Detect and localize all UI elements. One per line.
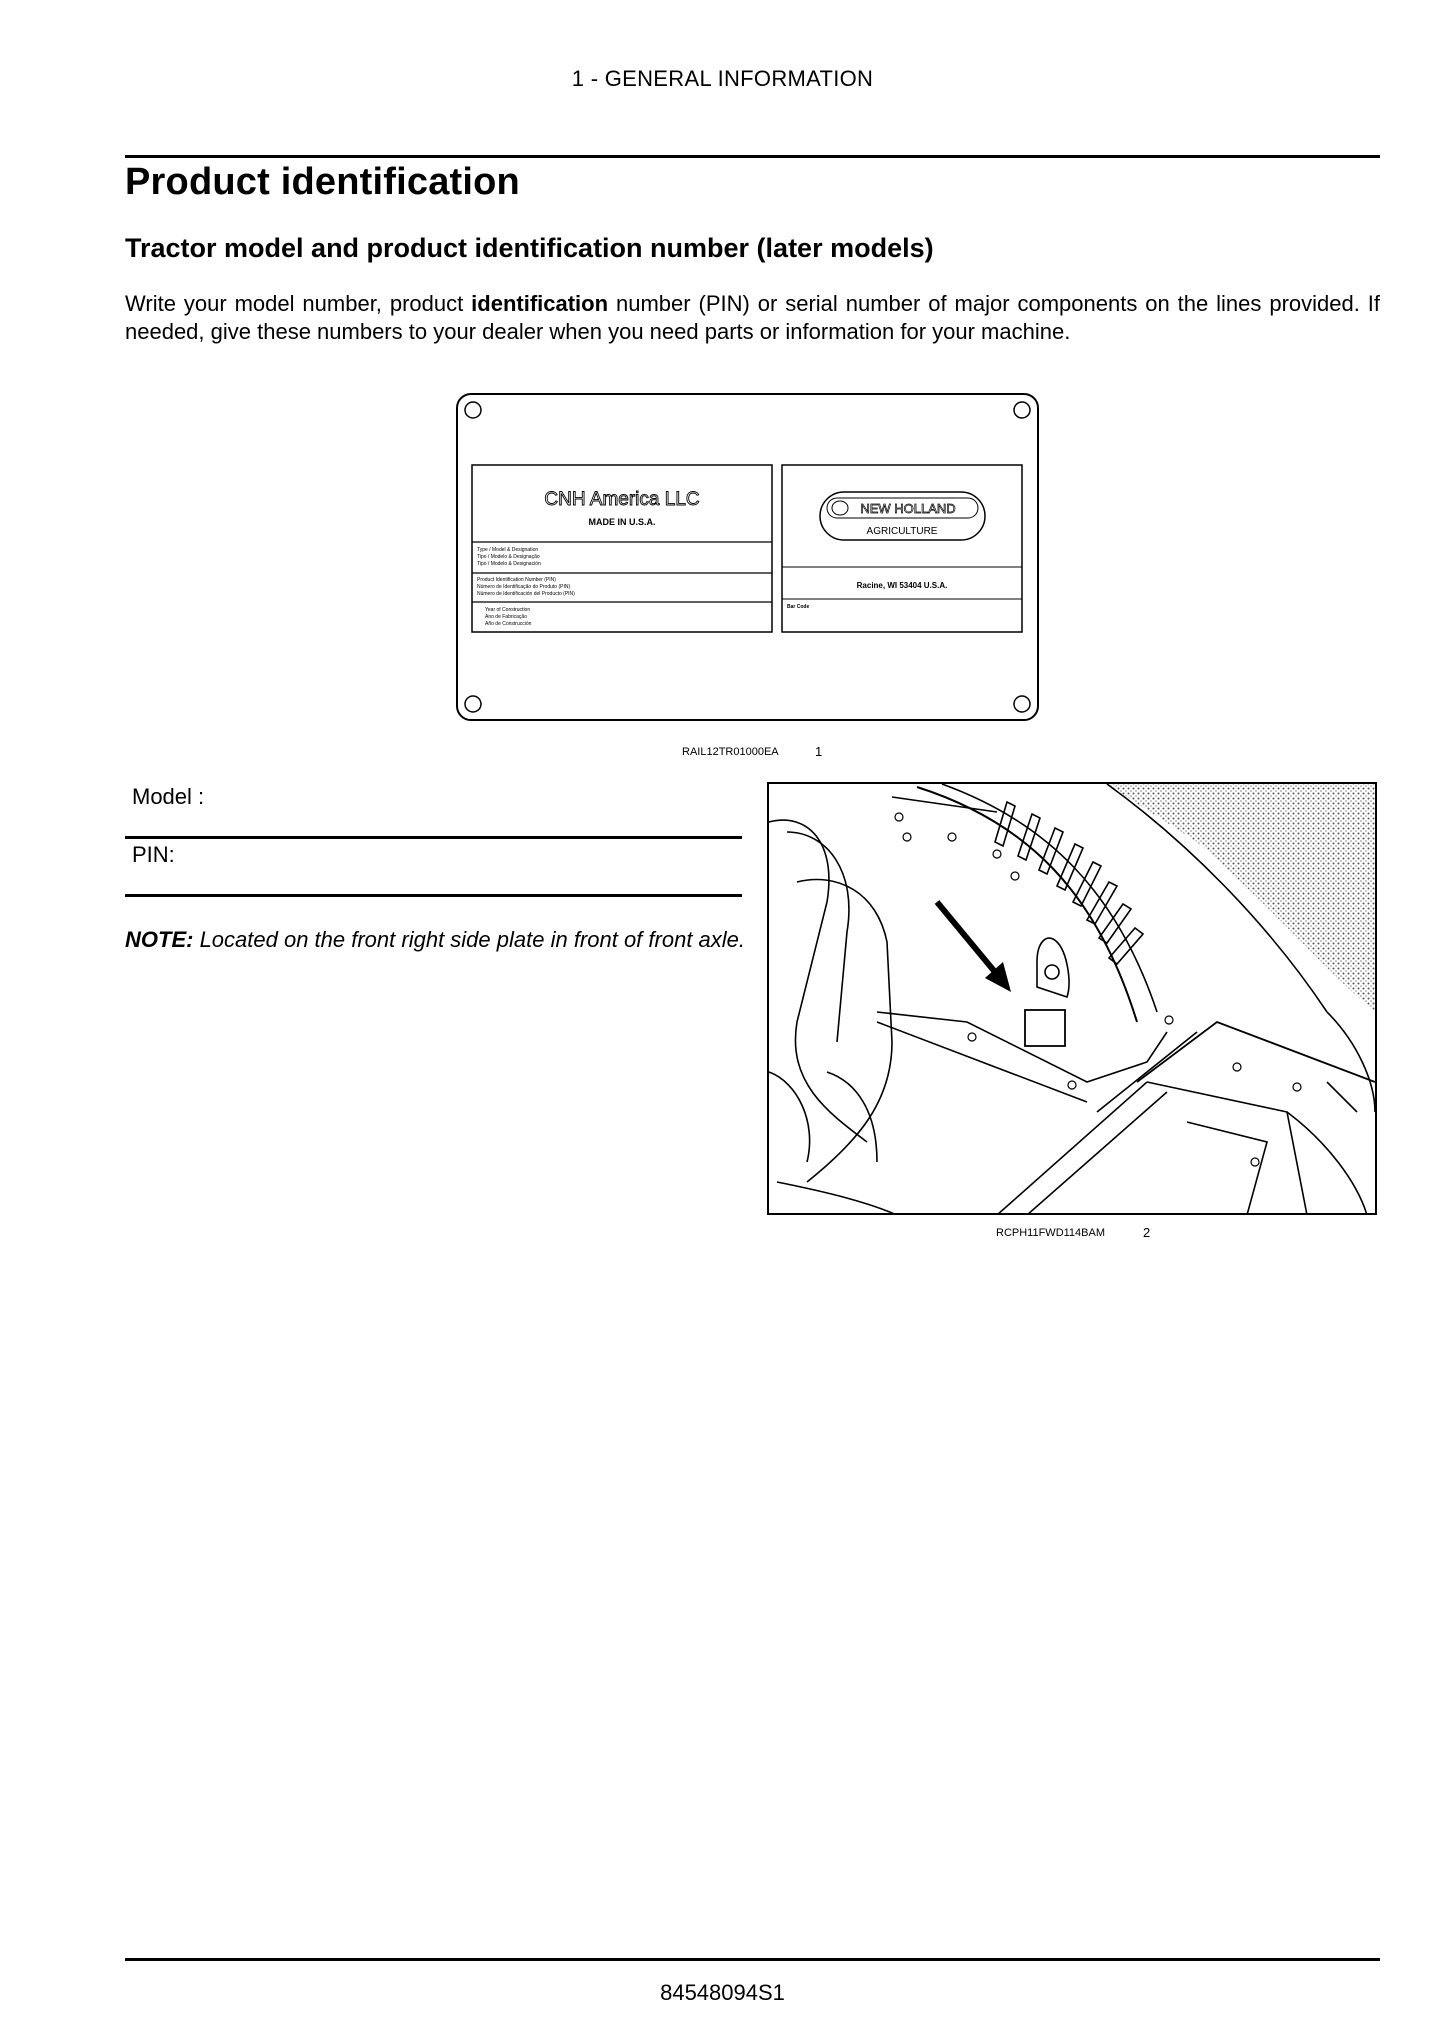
intro-bold: identification — [471, 291, 609, 316]
intro-post: number (PIN) or serial number of major components on the lines provided. If needed, give these numbers to your dealer when you need parts or information for your machine. — [125, 291, 1380, 344]
plate-row1-line3: Tipo / Modelo & Designación — [477, 561, 541, 567]
pin-field-label: PIN: — [132, 842, 175, 867]
note-body: Located on the front right side plate in front of front axle. — [193, 927, 746, 952]
subtitle-post: number (later models) — [642, 233, 934, 263]
location-arrow-icon — [937, 902, 995, 972]
plate-row3-line2: Ano de Fabricação — [485, 614, 527, 620]
intro-pre: Write your model number, product — [125, 291, 472, 316]
figure2-caption-number: 2 — [1143, 1225, 1151, 1240]
plate-row3-line1: Year of Construction — [485, 607, 531, 613]
subtitle-bold: identification — [474, 233, 643, 263]
figure1-caption-number: 1 — [815, 744, 823, 759]
plate-row2-line2: Número de Identificação do Produto (PIN) — [477, 584, 571, 590]
section-subtitle — [125, 233, 934, 264]
plate-row1-line2: Tipo / Modelo & Designação — [477, 554, 540, 560]
plate-row2-line1: Product Identification Number (PIN) — [477, 577, 556, 583]
plate-division: AGRICULTURE — [866, 526, 938, 537]
model-field-label: Model : — [132, 784, 205, 809]
plate-barcode-label: Bar Code — [787, 604, 810, 610]
figure1-caption-code: RAIL12TR01000EA — [682, 746, 779, 758]
identification-plate-figure — [455, 392, 1040, 722]
subtitle-pre: Tractor model and product — [125, 233, 475, 263]
page-title — [125, 161, 520, 204]
title-plain: Product — [125, 161, 281, 203]
figure2-caption-code: RCPH11FWD114BAM — [996, 1227, 1106, 1239]
id-plate-location — [1025, 1010, 1065, 1046]
plate-address: Racine, WI 53404 U.S.A. — [856, 581, 948, 590]
plate-brand: NEW HOLLAND — [860, 501, 956, 516]
plate-row2-line3: Número de Identificación del Producto (PIN) — [477, 591, 575, 597]
plate-location-illustration — [767, 782, 1377, 1215]
footer-rule — [125, 1958, 1380, 1961]
header-rule — [125, 155, 1380, 158]
plate-company: CNH America LLC — [544, 489, 700, 510]
plate-outline — [457, 394, 1038, 720]
note-label: NOTE: — [125, 927, 194, 952]
pin-write-line — [125, 894, 742, 897]
tire-tread — [1107, 784, 1375, 1012]
fender-slots — [995, 802, 1143, 964]
hitch-lug — [1037, 938, 1069, 997]
note-text — [125, 926, 745, 954]
plate-row3-line3: Año de Construcción — [485, 621, 532, 627]
title-bold: identification — [280, 161, 520, 203]
intro-paragraph — [125, 290, 1380, 346]
section-header: 1 - GENERAL INFORMATION — [571, 66, 874, 91]
model-write-line — [125, 836, 742, 839]
plate-made-in: MADE IN U.S.A. — [588, 517, 656, 527]
document-number: 84548094S1 — [660, 1980, 785, 2005]
plate-row1-line1: Type / Model & Designation — [477, 547, 539, 553]
